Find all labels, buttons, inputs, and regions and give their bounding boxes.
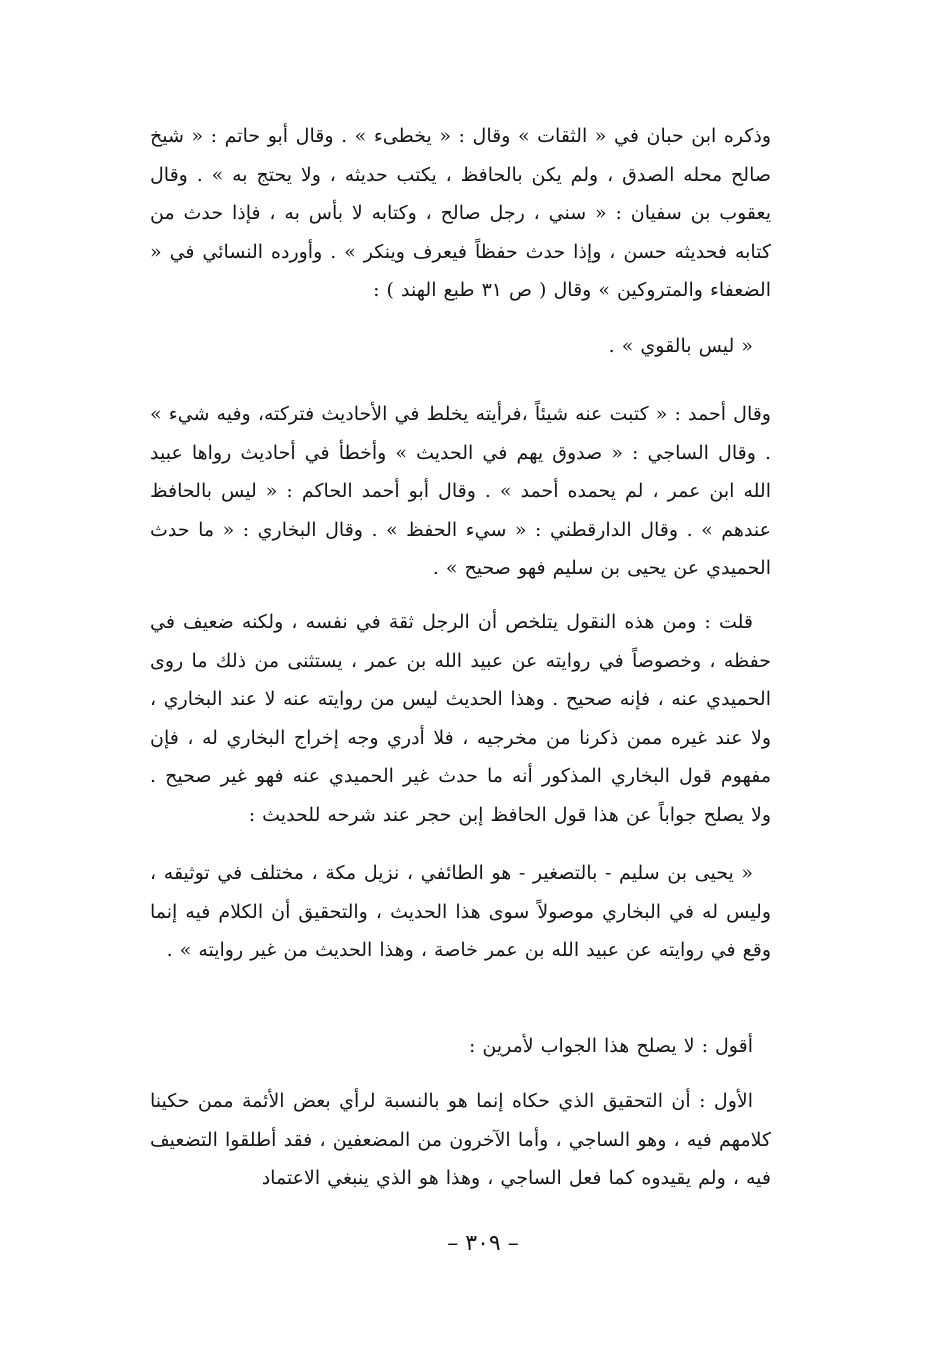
paragraph-first-reason [150,1082,771,1198]
paragraph-ahmad-quotes [150,395,771,588]
paragraph-text: « يحيى بن سليم - بالتصغير - هو الطائفي ، نزيل مكة ، مختلف في توثيقه ، وليس له في البخاري موصولاً سوى هذا الحديث ، والتحقيق أن الكلام فيه إنما وقع في روايته عن عبيد الله بن عمر خاصة ، وهذا الحديث من غير روايته » . [150,862,772,962]
paragraph-reply-intro [150,1027,771,1066]
paragraph-text: « ليس بالقوي » . [608,335,753,357]
paragraph-text: وذكره ابن حبان في « الثقات » وقال : « يخطىء » . وقال أبو حاتم : « شيخ صالح محله الصدق ، ولم يكن بالحافظ ، يكتب حديثه ، ولا يحتج به » . وقال يعقوب بن سفيان : « سني ، رجل صالح ، وكتابه لا بأس به ، فإذا حدث من كتابه فحديثه حسن ، وإذا حدث حفظاً فيعرف وينكر » . وأورده النسائي في « الضعفاء والمتروكين » وقال ( ص ٣١ طبع الهند ) : [150,125,771,302]
paragraph-text: وقال أحمد : « كتبت عنه شيئاً ،فرأيته يخلط في الأحاديث فتركته، وفيه شيء » . وقال الساجي : « صدوق يهم في الحديث » وأخطأ في أحاديث رواها عبيد الله ابن عمر ، لم يحمده أحمد » . وقال أبو أحمد الحاكم : « ليس بالحافظ عندهم » . وقال الدارقطني : « سيء الحفظ » . وقال البخاري : « ما حدث الحميدي عن يحيى بن سليم فهو صحيح » . [150,403,771,580]
page-number: – ٣٠٩ – [447,1231,519,1256]
paragraph-text: قلت : ومن هذه النقول يتلخص أن الرجل ثقة في نفسه ، ولكنه ضعيف في حفظه ، وخصوصاً في روايته عن عبيد الله بن عمر ، يستثنى من ذلك ما روى الحميدي عنه ، فإنه صحيح . وهذا الحديث ليس من روايته عنه لا عند البخاري ، ولا عند غيره ممن ذكرنا من مخرجيه ، فلا أدري وجه إخراج البخاري له ، فإن مفهوم قول البخاري المذكور أنه ما حدث غير الحميدي عنه فهو غير صحيح . ولا يصلح جواباً عن هذا قول الحافظ إبن حجر عند شرحه للحديث : [150,611,771,826]
paragraph-ibn-hajar-quote [150,854,771,970]
paragraph-nasai-quote [150,327,771,366]
paragraph-text: أقول : لا يصلح هذا الجواب لأمرين : [468,1035,753,1057]
paragraph-ibn-hibban-quotes [150,117,771,310]
paragraph-text: الأول : أن التحقيق الذي حكاه إنما هو بالنسبة لرأي بعض الأئمة ممن حكينا كلامهم فيه ، وهو الساجي ، وأما الآخرون من المضعفين ، فقد أطلقوا التضعيف فيه ، ولم يقيدوه كما فعل الساجي ، وهذا هو الذي ينبغي الاعتماد [150,1090,772,1190]
paragraph-author-comment [150,603,771,835]
